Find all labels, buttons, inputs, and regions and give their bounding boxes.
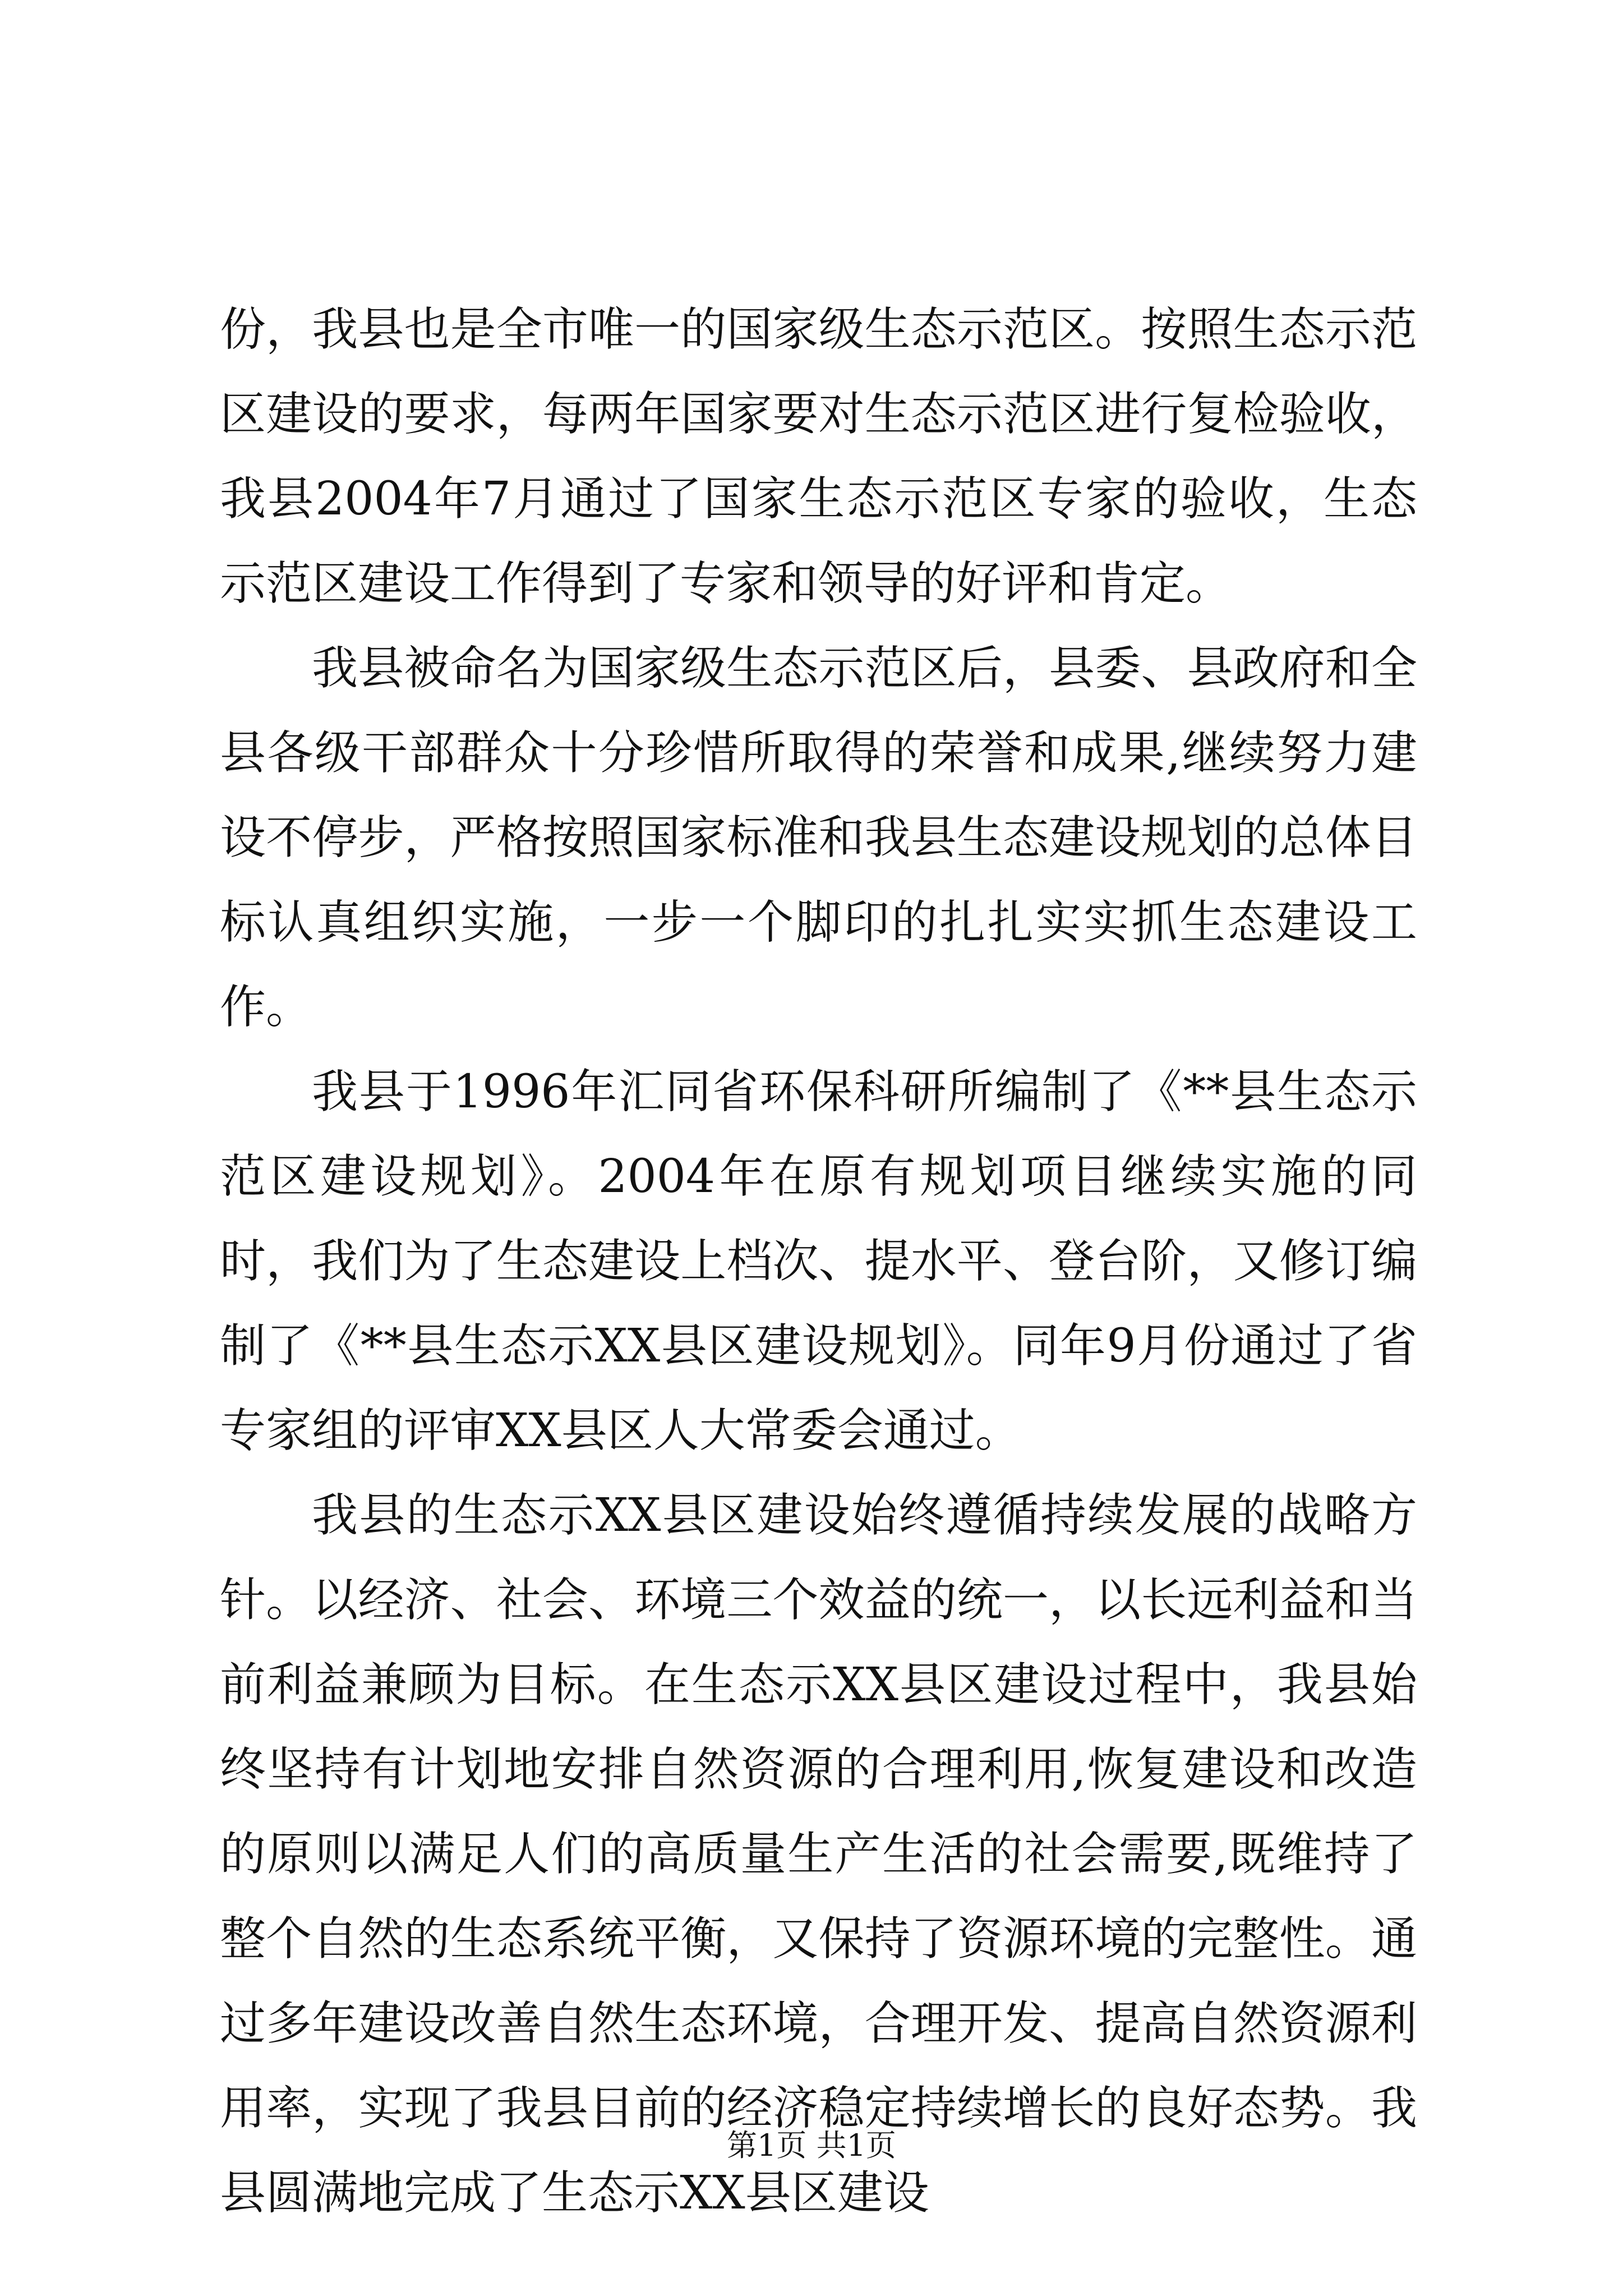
- document-body: [220, 287, 1417, 2235]
- paragraph-1: 份，我县也是全市唯一的国家级生态示范区。按照生态示范区建设的要求，每两年国家要对生态示范区进行复检验收，我县2004年7月通过了国家生态示范区专家的验收，生态示范区建设工作得到了专家和领导的好评和肯定。: [220, 303, 1417, 610]
- page-footer: 第1页 共1页: [727, 2128, 896, 2163]
- paragraph-3: 我县于1996年汇同省环保科研所编制了《**县生态示范区建设规划》。2004年在原有规划项目继续实施的同时，我们为了生态建设上档次、提水平、登台阶，又修订编制了《**县生态示XX县区建设规划》。同年9月份通过了省专家组的评审XX县区人大常委会通过。: [220, 1065, 1417, 1457]
- paragraph-2: 我县被命名为国家级生态示范区后，县委、县政府和全县各级干部群众十分珍惜所取得的荣誉和成果,继续努力建设不停步，严格按照国家标准和我县生态建设规划的总体目标认真组织实施，一步一个脚印的扎扎实实抓生态建设工作。: [220, 642, 1417, 1034]
- paragraph-4: 我县的生态示XX县区建设始终遵循持续发展的战略方针。以经济、社会、环境三个效益的统一，以长远利益和当前利益兼顾为目标。在生态示XX县区建设过程中，我县始终坚持有计划地安排自然资源的合理利用,恢复建设和改造的原则以满足人们的高质量生产生活的社会需要,既维持了整个自然的生态系统平衡，又保持了资源环境的完整性。通过多年建设改善自然生态环境，合理开发、提高自然资源利用率，实现了我县目前的经济稳定持续增长的良好态势。我县圆满地完成了生态示XX县区建设: [220, 1489, 1417, 2220]
